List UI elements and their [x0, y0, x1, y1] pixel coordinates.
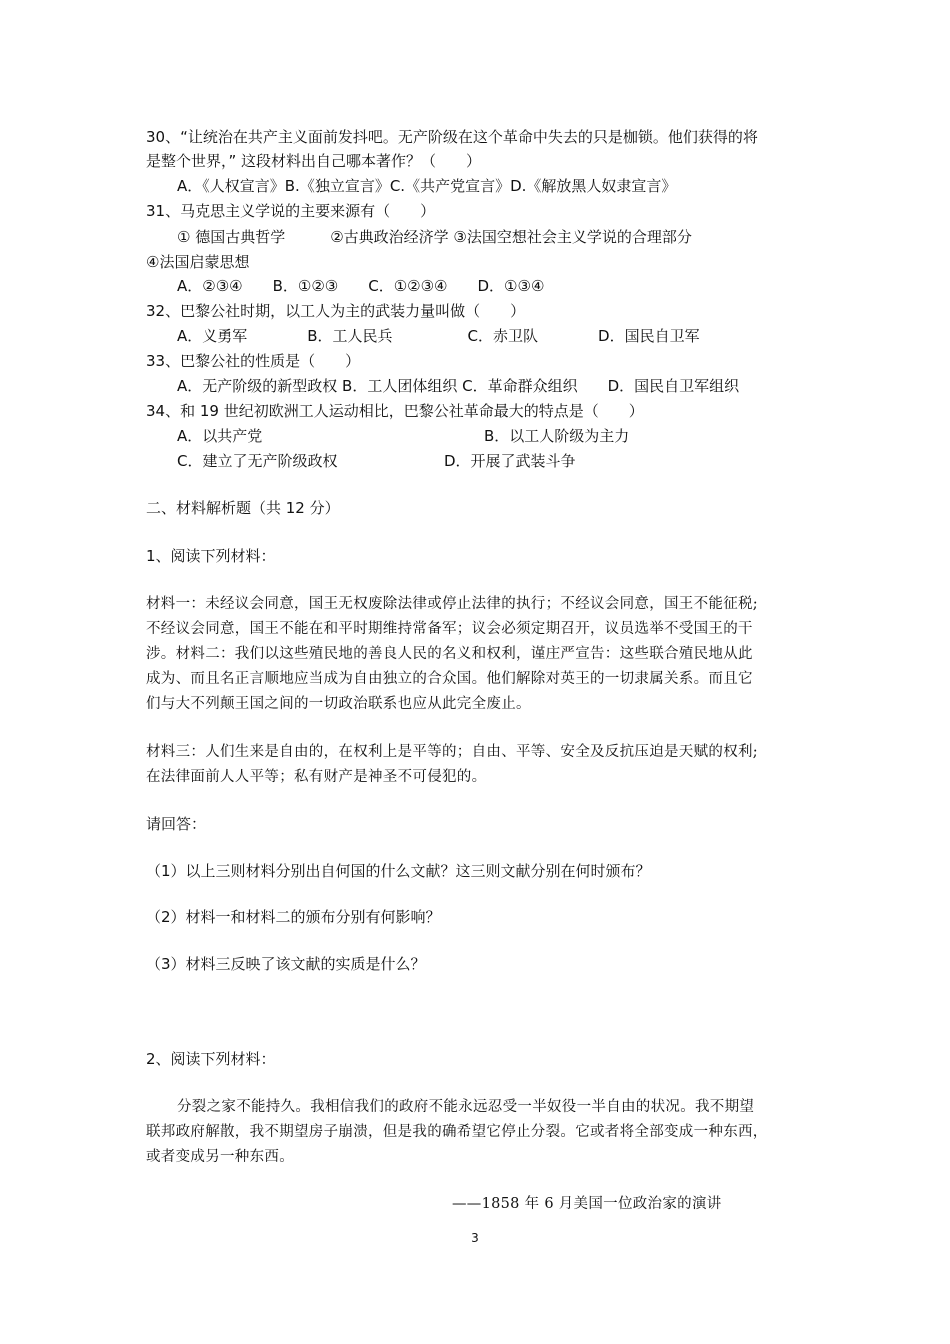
- page-number: 3: [471, 1231, 479, 1245]
- material-line: 材料一：未经议会同意，国王无权废除法律或停止法律的执行；不经议会同意，国王不能征税;: [146, 596, 758, 612]
- question-31: 31、马克思主义学说的主要来源有（ ）: [146, 202, 436, 220]
- question-31-sources-line2: ④法国启蒙思想: [146, 253, 250, 271]
- sub-question-3: （3）材料三反映了该文献的实质是什么？: [146, 955, 426, 973]
- material-line: 不经议会同意，国王不能在和平时期维持常备军；议会必须定期召开，议员选举不受国王的干: [146, 621, 753, 637]
- question-30-options: A．《人权宣言》B.《独立宣言》C.《共产党宣言》D.《解放黑人奴隶宣言》: [177, 177, 677, 195]
- question-32-options: A．义勇军 B．工人民兵 C．赤卫队 D．国民自卫军: [177, 327, 700, 345]
- material-3-line: 在法律面前人人平等；私有财产是神圣不可侵犯的。: [146, 769, 487, 785]
- question-34-option-a: A．以共产党: [177, 427, 263, 445]
- material-line: 成为、而且名正言顺地应当成为自由独立的合众国。他们解除对英王的一切隶属关系。而且它: [146, 671, 753, 687]
- question-31-sources-line1: ① 德国古典哲学 ②古典政治经济学 ③法国空想社会主义学说的合理部分: [177, 228, 692, 246]
- material-line: 联邦政府解散，我不期望房子崩溃，但是我的确希望它停止分裂。它或者将全部变成一种东西，: [146, 1124, 768, 1140]
- question-34-option-c: C．建立了无产阶级政权: [177, 452, 338, 470]
- material-line: 或者变成另一种东西。: [146, 1149, 294, 1165]
- question-33: 33、巴黎公社的性质是（ ）: [146, 352, 361, 370]
- sub-question-2: （2）材料一和材料二的颁布分别有何影响？: [146, 908, 441, 926]
- item-2-heading: 2、阅读下列材料：: [146, 1050, 276, 1068]
- answer-prompt: 请回答：: [146, 815, 207, 833]
- question-34-option-b: B．以工人阶级为主力: [484, 427, 630, 445]
- question-30-line1: 30、“让统治在共产主义面前发抖吧。无产阶级在这个革命中失去的只是枷锁。他们获得的将: [146, 128, 758, 146]
- section-2-title: 二、材料解析题（共 12 分）: [146, 499, 340, 517]
- material-3-line: 材料三：人们生来是自由的，在权利上是平等的；自由、平等、安全及反抗压迫是天赋的权利;: [146, 744, 758, 760]
- question-32: 32、巴黎公社时期，以工人为主的武装力量叫做（ ）: [146, 302, 526, 320]
- material-line: 们与大不列颠王国之间的一切政治联系也应从此完全废止。: [146, 696, 531, 712]
- question-30-line2: 是整个世界，” 这段材料出自己哪本著作？（ ）: [146, 152, 482, 170]
- material-line: 涉。材料二：我们以这些殖民地的善良人民的名义和权利，谨庄严宣告：这些联合殖民地从此: [146, 646, 753, 662]
- sub-question-1: （1）以上三则材料分别出自何国的什么文献？这三则文献分别在何时颁布？: [146, 862, 651, 880]
- question-34-option-d: D．开展了武装斗争: [444, 452, 576, 470]
- question-31-options: A．②③④ B．①②③ C．①②③④ D．①③④: [177, 277, 545, 295]
- question-34: 34、和 19 世纪初欧洲工人运动相比，巴黎公社革命最大的特点是（ ）: [146, 402, 644, 420]
- question-33-options: A．无产阶级的新型政权 B．工人团体组织 C．革命群众组织 D．国民自卫军组织: [177, 377, 740, 395]
- speech-attribution: ——1858 年 6 月美国一位政治家的演讲: [452, 1196, 722, 1212]
- item-1-heading: 1、阅读下列材料：: [146, 547, 276, 565]
- material-line: 分裂之家不能持久。我相信我们的政府不能永远忍受一半奴役一半自由的状况。我不期望: [177, 1099, 755, 1115]
